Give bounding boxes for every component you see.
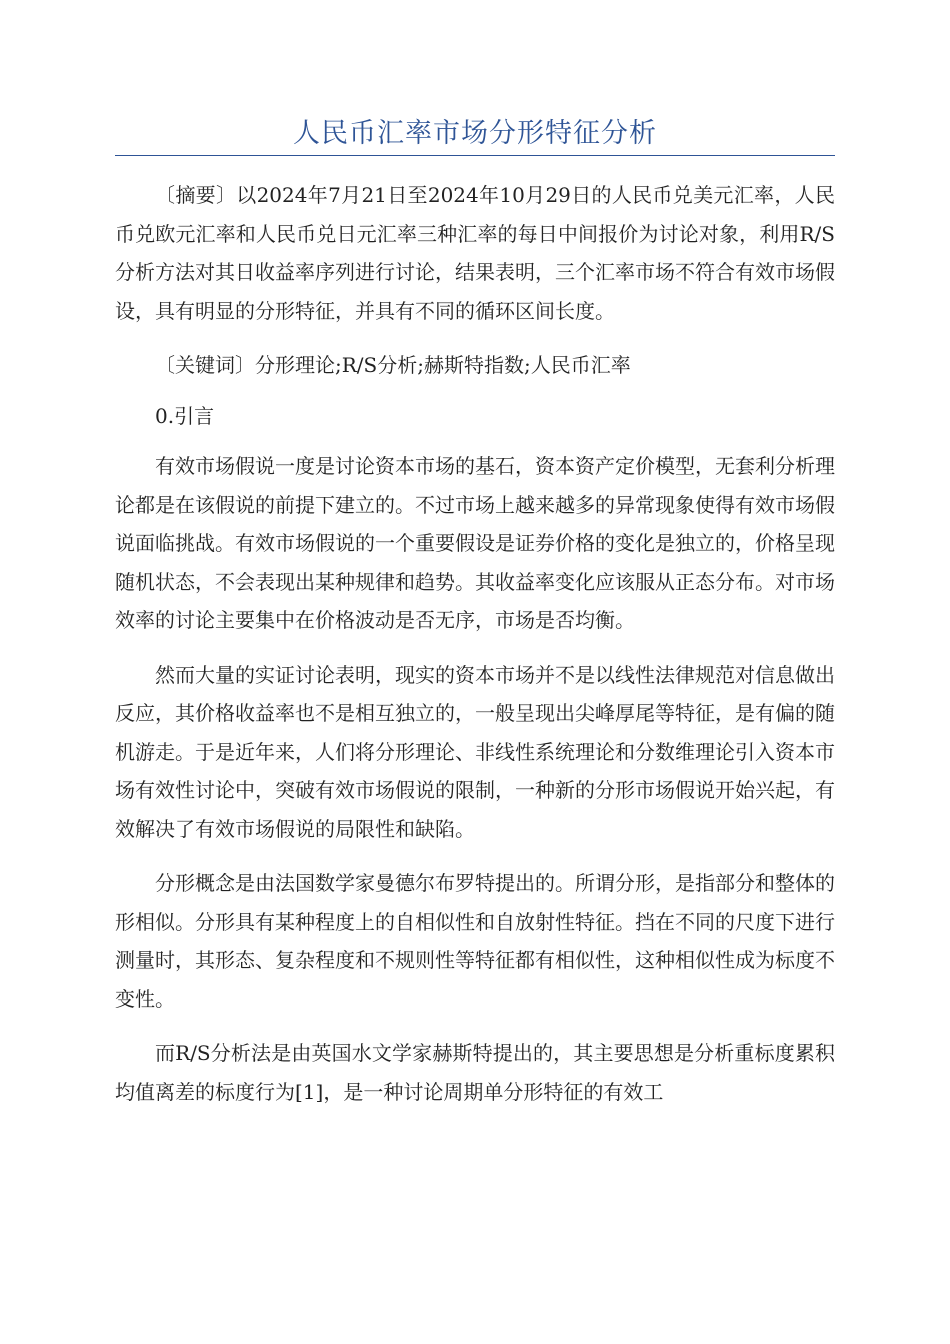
- body-paragraph: 分形概念是由法国数学家曼德尔布罗特提出的。所谓分形，是指部分和整体的形相似。分形具有某种程度上的自相似性和自放射性特征。挡在不同的尺度下进行测量时，其形态、复杂程度和不规则性等特征都有相似性，这种相似性成为标度不变性。: [115, 871, 835, 1011]
- body-paragraph: 然而大量的实证讨论表明，现实的资本市场并不是以线性法律规范对信息做出反应，其价格收益率也不是相互独立的，一般呈现出尖峰厚尾等特征，是有偏的随机游走。于是近年来，人们将分形理论、非线性系统理论和分数维理论引入资本市场有效性讨论中，突破有效市场假说的限制，一种新的分形市场假说开始兴起，有效解决了有效市场假说的局限性和缺陷。: [115, 662, 835, 841]
- document-title: 人民币汇率市场分形特征分析: [293, 118, 657, 149]
- document-page: [115, 0, 835, 1127]
- body-paragraph: 有效市场假说一度是讨论资本市场的基石，资本资产定价模型，无套利分析理论都是在该假说的前提下建立的。不过市场上越来越多的异常现象使得有效市场假说面临挑战。有效市场假说的一个重要假设是证券价格的变化是独立的，价格呈现随机状态，不会表现出某种规律和趋势。其收益率变化应该服从正态分布。对市场效率的讨论主要集中在价格波动是否无序，市场是否均衡。: [115, 454, 835, 632]
- keywords-line: 〔关键词〕分形理论;R/S分析;赫斯特指数;人民币汇率: [155, 353, 631, 377]
- document-body: [115, 176, 835, 1111]
- body-paragraph: 而R/S分析法是由英国水文学家赫斯特提出的，其主要思想是分析重标度累积均值离差的标度行为[1]，是一种讨论周期单分形特征的有效工: [115, 1041, 835, 1104]
- section-heading: 0.引言: [155, 403, 215, 428]
- abstract-paragraph: 〔摘要〕以2024年7月21日至2024年10月29日的人民币兑美元汇率，人民币兑欧元汇率和人民币兑日元汇率三种汇率的每日中间报价为讨论对象，利用R/S分析方法对其日收益率序列进行讨论，结果表明，三个汇率市场不符合有效市场假设，具有明显的分形特征，并具有不同的循环区间长度。: [115, 183, 835, 323]
- title-underline: [115, 155, 835, 156]
